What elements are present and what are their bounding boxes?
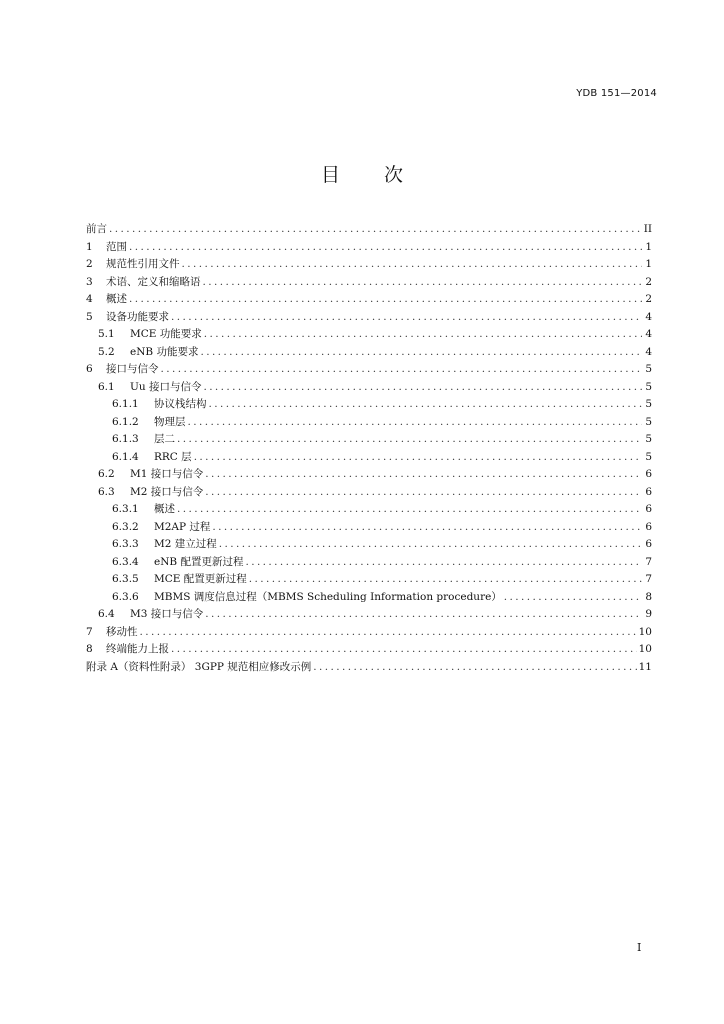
toc-entry-number: 6.1.4 xyxy=(112,450,139,463)
toc-entry-number: 6.1.1 xyxy=(112,398,139,410)
toc-leader-dots xyxy=(177,501,642,519)
toc-entry[interactable] xyxy=(86,344,652,362)
toc-entry-number: 6.3.6 xyxy=(112,590,139,603)
toc-leader-dots xyxy=(504,589,642,607)
toc-entry[interactable] xyxy=(86,571,652,589)
toc-leader-dots xyxy=(140,624,637,642)
toc-entry[interactable] xyxy=(86,659,652,677)
document-code: YDB 151—2014 xyxy=(576,88,657,99)
toc-leader-dots xyxy=(205,484,642,502)
toc-entry-page: 11 xyxy=(638,660,652,673)
toc-entry[interactable] xyxy=(86,379,652,397)
toc-leader-dots xyxy=(161,361,643,379)
toc-entry-label: M3 接口与信令 xyxy=(130,608,204,620)
toc-entry-label: 附录 A（资料性附录） 3GPP 规范相应修改示例 xyxy=(86,660,312,673)
toc-entry-number: 6.1 xyxy=(98,380,115,393)
toc-entry-page: 5 xyxy=(645,398,652,410)
toc-entry-label: MCE 功能要求 xyxy=(130,328,202,340)
toc-entry-number: 5.1 xyxy=(98,328,115,340)
toc-entry-number: 8 xyxy=(86,643,93,655)
toc-entry-page: 6 xyxy=(645,520,652,533)
toc-leader-dots xyxy=(171,309,642,327)
toc-entry-page: 9 xyxy=(645,608,652,620)
toc-entry-number: 6.1.3 xyxy=(112,433,139,445)
toc-entry-page: 10 xyxy=(638,625,652,638)
toc-entry-number: 6.3.2 xyxy=(112,520,139,533)
toc-entry-label: 范围 xyxy=(106,240,127,253)
toc-entry-label: 概述 xyxy=(106,293,127,305)
toc-leader-dots xyxy=(200,344,642,362)
toc-entry[interactable] xyxy=(86,589,652,607)
toc-entry-number: 2 xyxy=(86,258,93,270)
toc-leader-dots xyxy=(249,571,642,589)
toc-leader-dots xyxy=(205,466,642,484)
toc-leader-dots xyxy=(203,379,642,397)
toc-leader-dots xyxy=(313,659,636,677)
toc-entry[interactable] xyxy=(86,449,652,467)
toc-leader-dots xyxy=(177,431,642,449)
toc-entry-label: M1 接口与信令 xyxy=(130,468,204,480)
toc-entry[interactable] xyxy=(86,536,652,554)
toc-entry[interactable] xyxy=(86,484,652,502)
toc-entry[interactable] xyxy=(86,414,652,432)
toc-entry-label: 设备功能要求 xyxy=(106,310,169,323)
toc-leader-dots xyxy=(219,536,642,554)
toc-entry-page: 6 xyxy=(645,538,652,550)
toc-entry-page: 2 xyxy=(645,275,652,288)
toc-entry[interactable] xyxy=(86,256,652,274)
toc-entry-page: 5 xyxy=(645,380,652,393)
toc-entry-page: 4 xyxy=(645,345,652,358)
toc-entry[interactable] xyxy=(86,309,652,327)
toc-entry-label: eNB 功能要求 xyxy=(130,345,199,358)
toc-entry[interactable] xyxy=(86,501,652,519)
toc-entry-page: 5 xyxy=(645,363,652,375)
toc-entry-number: 6 xyxy=(86,363,93,375)
toc-entry-number: 6.3.1 xyxy=(112,503,139,515)
toc-entry[interactable] xyxy=(86,291,652,309)
toc-entry-page: 2 xyxy=(645,293,652,305)
table-of-contents xyxy=(86,221,652,676)
toc-entry-page: 7 xyxy=(645,573,652,585)
toc-entry-number: 6.4 xyxy=(98,608,115,620)
toc-leader-dots xyxy=(109,221,642,239)
toc-entry-label: 前言 xyxy=(86,223,107,235)
toc-leader-dots xyxy=(188,414,643,432)
toc-entry-page: 5 xyxy=(645,433,652,445)
toc-entry[interactable] xyxy=(86,431,652,449)
toc-entry-label: 概述 xyxy=(154,503,175,515)
toc-entry-page: 6 xyxy=(645,468,652,480)
toc-entry-label: 术语、定义和缩略语 xyxy=(106,275,201,288)
toc-entry[interactable] xyxy=(86,606,652,624)
toc-entry-page: 1 xyxy=(645,258,652,270)
page-title xyxy=(0,160,724,187)
toc-entry-label: MBMS 调度信息过程（MBMS Scheduling Information procedure） xyxy=(154,590,502,603)
toc-entry-number: 6.3.5 xyxy=(112,573,139,585)
toc-entry-label: M2AP 过程 xyxy=(154,520,211,533)
toc-entry-page: 5 xyxy=(645,415,652,428)
toc-entry[interactable] xyxy=(86,466,652,484)
toc-entry[interactable] xyxy=(86,396,652,414)
toc-leader-dots xyxy=(245,554,642,572)
toc-entry-number: 7 xyxy=(86,625,93,638)
toc-entry-page: 7 xyxy=(645,555,652,568)
toc-entry-label: 物理层 xyxy=(154,415,186,428)
toc-leader-dots xyxy=(204,326,642,344)
toc-leader-dots xyxy=(182,256,643,274)
toc-entry-label: 接口与信令 xyxy=(106,363,159,375)
toc-leader-dots xyxy=(171,641,637,659)
toc-entry-number: 3 xyxy=(86,275,93,288)
toc-entry-number: 6.3 xyxy=(98,485,115,498)
toc-entry-label: 终端能力上报 xyxy=(106,643,169,655)
toc-entry-page: 10 xyxy=(638,643,652,655)
toc-entry-number: 6.2 xyxy=(98,468,115,480)
toc-leader-dots xyxy=(205,606,642,624)
toc-entry-page: 6 xyxy=(645,485,652,498)
title-char-2: 次 xyxy=(384,164,404,186)
toc-entry-number: 6.3.4 xyxy=(112,555,139,568)
toc-entry[interactable] xyxy=(86,361,652,379)
toc-entry-label: 协议栈结构 xyxy=(154,398,207,410)
toc-entry-page: 4 xyxy=(645,310,652,323)
title-char-1: 目 xyxy=(320,164,340,186)
toc-entry[interactable] xyxy=(86,641,652,659)
toc-entry-label: Uu 接口与信令 xyxy=(130,380,202,393)
toc-entry-page: 4 xyxy=(645,328,652,340)
toc-leader-dots xyxy=(129,239,642,257)
toc-leader-dots xyxy=(129,291,642,309)
toc-entry-label: M2 建立过程 xyxy=(154,538,217,550)
toc-entry-label: RRC 层 xyxy=(154,450,192,463)
toc-entry[interactable] xyxy=(86,274,652,292)
toc-entry[interactable] xyxy=(86,554,652,572)
toc-entry-label: M2 接口与信令 xyxy=(130,485,204,498)
toc-entry-page: 6 xyxy=(645,503,652,515)
toc-entry[interactable] xyxy=(86,519,652,537)
toc-entry-number: 6.1.2 xyxy=(112,415,139,428)
toc-entry-label: 规范性引用文件 xyxy=(106,258,180,270)
toc-entry-page: 1 xyxy=(645,240,652,253)
toc-entry-page: II xyxy=(643,223,652,235)
toc-leader-dots xyxy=(209,396,643,414)
toc-entry-page: 5 xyxy=(645,450,652,463)
toc-entry-number: 6.3.3 xyxy=(112,538,139,550)
toc-entry-number: 5 xyxy=(86,310,93,323)
toc-entry-number: 1 xyxy=(86,240,93,253)
toc-leader-dots xyxy=(203,274,643,292)
toc-entry[interactable] xyxy=(86,221,652,239)
toc-entry-number: 4 xyxy=(86,293,93,305)
page-number: I xyxy=(637,941,642,954)
toc-leader-dots xyxy=(194,449,642,467)
toc-entry-page: 8 xyxy=(645,590,652,603)
toc-entry-label: 移动性 xyxy=(106,625,138,638)
toc-entry[interactable] xyxy=(86,326,652,344)
toc-entry-number: 5.2 xyxy=(98,345,115,358)
toc-entry-label: MCE 配置更新过程 xyxy=(154,573,247,585)
toc-entry-label: 层二 xyxy=(154,433,175,445)
toc-entry[interactable] xyxy=(86,239,652,257)
toc-leader-dots xyxy=(212,519,642,537)
toc-entry-label: eNB 配置更新过程 xyxy=(154,555,244,568)
toc-entry[interactable] xyxy=(86,624,652,642)
